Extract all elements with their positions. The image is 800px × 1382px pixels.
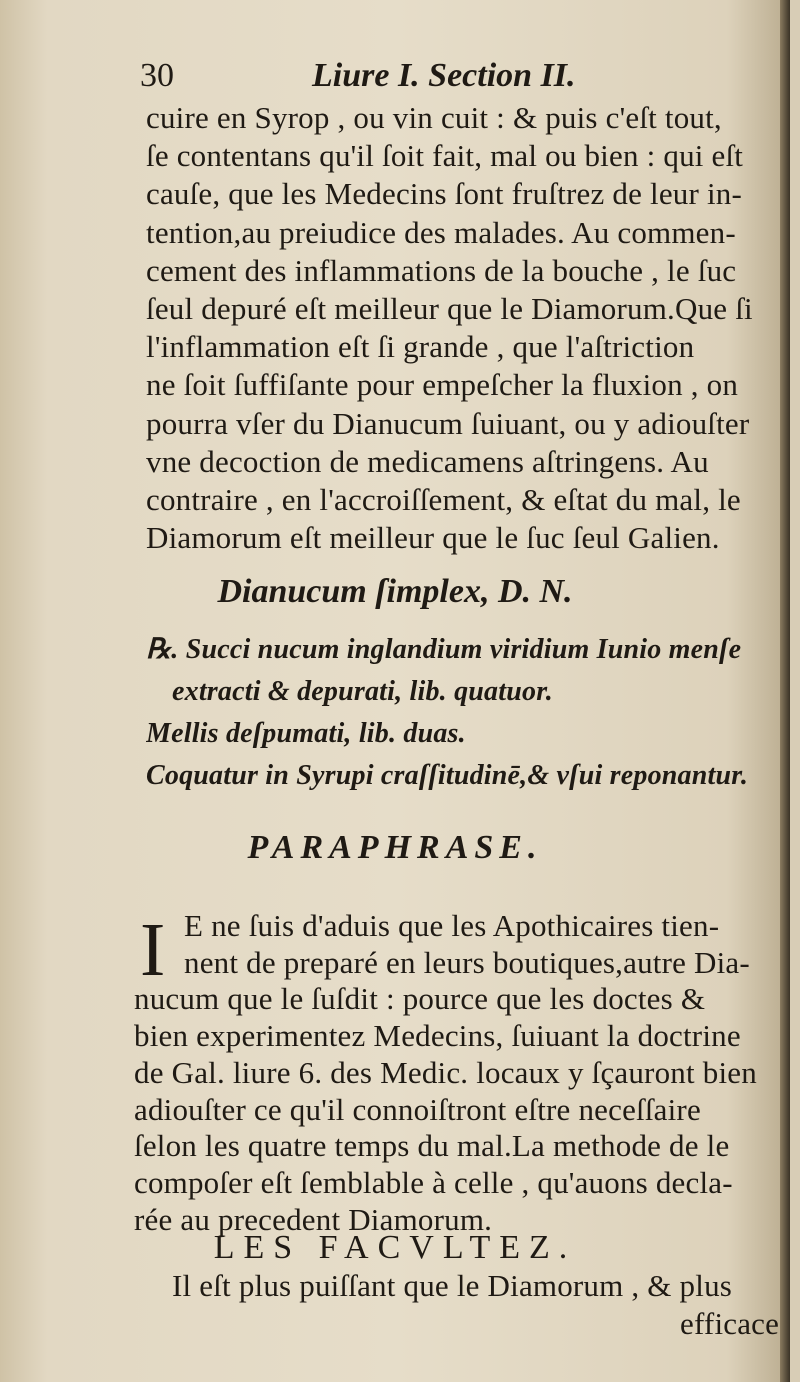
catchword: efficace: [680, 1306, 780, 1341]
text-line: de Gal. liure 6. des Medic. locaux y ſçauront bien: [134, 1054, 757, 1090]
text-line: vne decoction de medicamens aſtringens. Au: [146, 443, 709, 479]
running-title: Liure I. Section II.: [312, 57, 576, 94]
text-line: l'inflammation eſt ſi grande , que l'aſtriction: [146, 329, 695, 365]
text-line: rée au precedent Diamorum.: [134, 1201, 493, 1237]
text-line: Diamorum eſt meilleur que le ſuc ſeul Galien.: [146, 520, 720, 556]
text-line: tention,au preiudice des malades. Au commen-: [146, 214, 736, 250]
text-line: contraire , en l'accroiſſement, & eſtat du mal, le: [146, 482, 741, 517]
text-line: nent de preparé en leurs boutiques,autre Dia-: [184, 944, 750, 980]
text-line: cuire en Syrop , ou vin cuit : & puis c'eſt tout,: [146, 100, 722, 135]
text-line: cement des inflammations de la bouche , le ſuc: [146, 252, 737, 288]
text-line: Il eſt plus puiſſant que le Diamorum , & plus: [172, 1268, 733, 1303]
recipe-line: ℞. Succi nucum inglandium viridium Iunio menſe: [146, 634, 742, 665]
recipe-line: extracti & depurati, lib. quatuor.: [172, 676, 553, 707]
text-line: pourra vſer du Dianucum ſuiuant, ou y adiouſter: [146, 405, 750, 441]
faculties-heading: LES FACVLTEZ.: [213, 1229, 577, 1266]
paraphrase-heading: PARAPHRASE.: [247, 829, 543, 866]
text-line: ſelon les quatre temps du mal.La methode de le: [134, 1128, 730, 1164]
text-line: ſe contentans qu'il ſoit fait, mal ou bien : qui eſt: [146, 138, 744, 174]
recipe-line: Coquatur in Syrupi craſſitudinē,& vſui reponantur.: [146, 760, 749, 791]
text-line: adiouſter ce qu'il connoiſtront eſtre neceſſaire: [134, 1091, 701, 1127]
drop-cap: I: [140, 908, 166, 992]
text-line: ſeul depuré eſt meilleur que le Diamorum.Que ſi: [146, 291, 753, 326]
text-line: compoſer eſt ſemblable à celle , qu'auons decla-: [134, 1164, 733, 1200]
recipe-line: Mellis deſpumati, lib. duas.: [146, 718, 466, 749]
text-line: cauſe, que les Medecins ſont fruſtrez de leur in-: [146, 176, 742, 212]
text-line: nucum que le ſuſdit : pource que les doctes &: [134, 981, 706, 1017]
recipe-title: Dianucum ſimplex, D. N.: [217, 573, 573, 610]
text-line: bien experimentez Medecins, ſuiuant la doctrine: [134, 1018, 741, 1054]
text-line: ne ſoit ſuffiſante pour empeſcher la fluxion , on: [146, 367, 739, 403]
page-number: 30: [140, 57, 174, 94]
text-line: E ne ſuis d'aduis que les Apothicaires tien-: [184, 908, 720, 943]
